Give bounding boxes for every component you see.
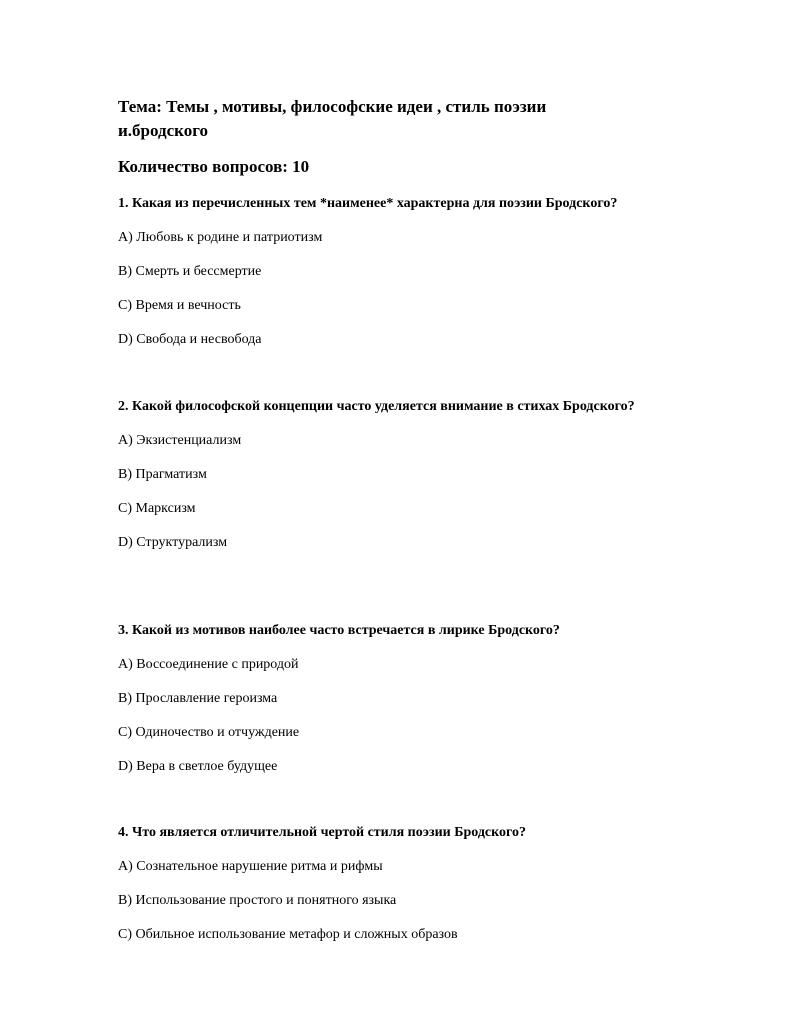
- answer-option: A) Экзистенциализм: [118, 433, 242, 448]
- answer-option: D) Структурализм: [118, 535, 228, 550]
- question-text: 1. Какая из перечисленных тем *наименее* характерна для поэзии Бродского?: [118, 196, 618, 211]
- question-count: Количество вопросов: 10: [118, 157, 310, 176]
- answer-option: C) Одиночество и отчуждение: [118, 725, 300, 740]
- answer-option: C) Обильное использование метафор и сложных образов: [118, 927, 458, 942]
- question-block: [118, 620, 698, 790]
- answer-option: B) Прославление героизма: [118, 691, 278, 706]
- answer-option: C) Время и вечность: [118, 298, 241, 313]
- answer-option: A) Воссоединение с природой: [118, 657, 299, 672]
- answer-option: D) Свобода и несвобода: [118, 332, 262, 347]
- document-title: Тема: Темы , мотивы, философские идеи , стиль поэзии и.бродского: [118, 97, 547, 140]
- answer-option: A) Любовь к родине и патриотизм: [118, 230, 323, 245]
- answer-option: A) Сознательное нарушение ритма и рифмы: [118, 859, 383, 874]
- question-block: [118, 193, 698, 363]
- question-block: [118, 822, 698, 958]
- answer-option: B) Смерть и бессмертие: [118, 264, 262, 279]
- question-text: 4. Что является отличительной чертой стиля поэзии Бродского?: [118, 825, 527, 840]
- answer-option: B) Использование простого и понятного языка: [118, 893, 397, 908]
- question-text: 2. Какой философской концепции часто уделяется внимание в стихах Бродского?: [118, 399, 635, 414]
- question-block: [118, 396, 698, 566]
- answer-option: B) Прагматизм: [118, 467, 207, 482]
- answer-option: D) Вера в светлое будущее: [118, 759, 278, 774]
- answer-option: C) Марксизм: [118, 501, 196, 516]
- question-text: 3. Какой из мотивов наиболее часто встречается в лирике Бродского?: [118, 623, 560, 638]
